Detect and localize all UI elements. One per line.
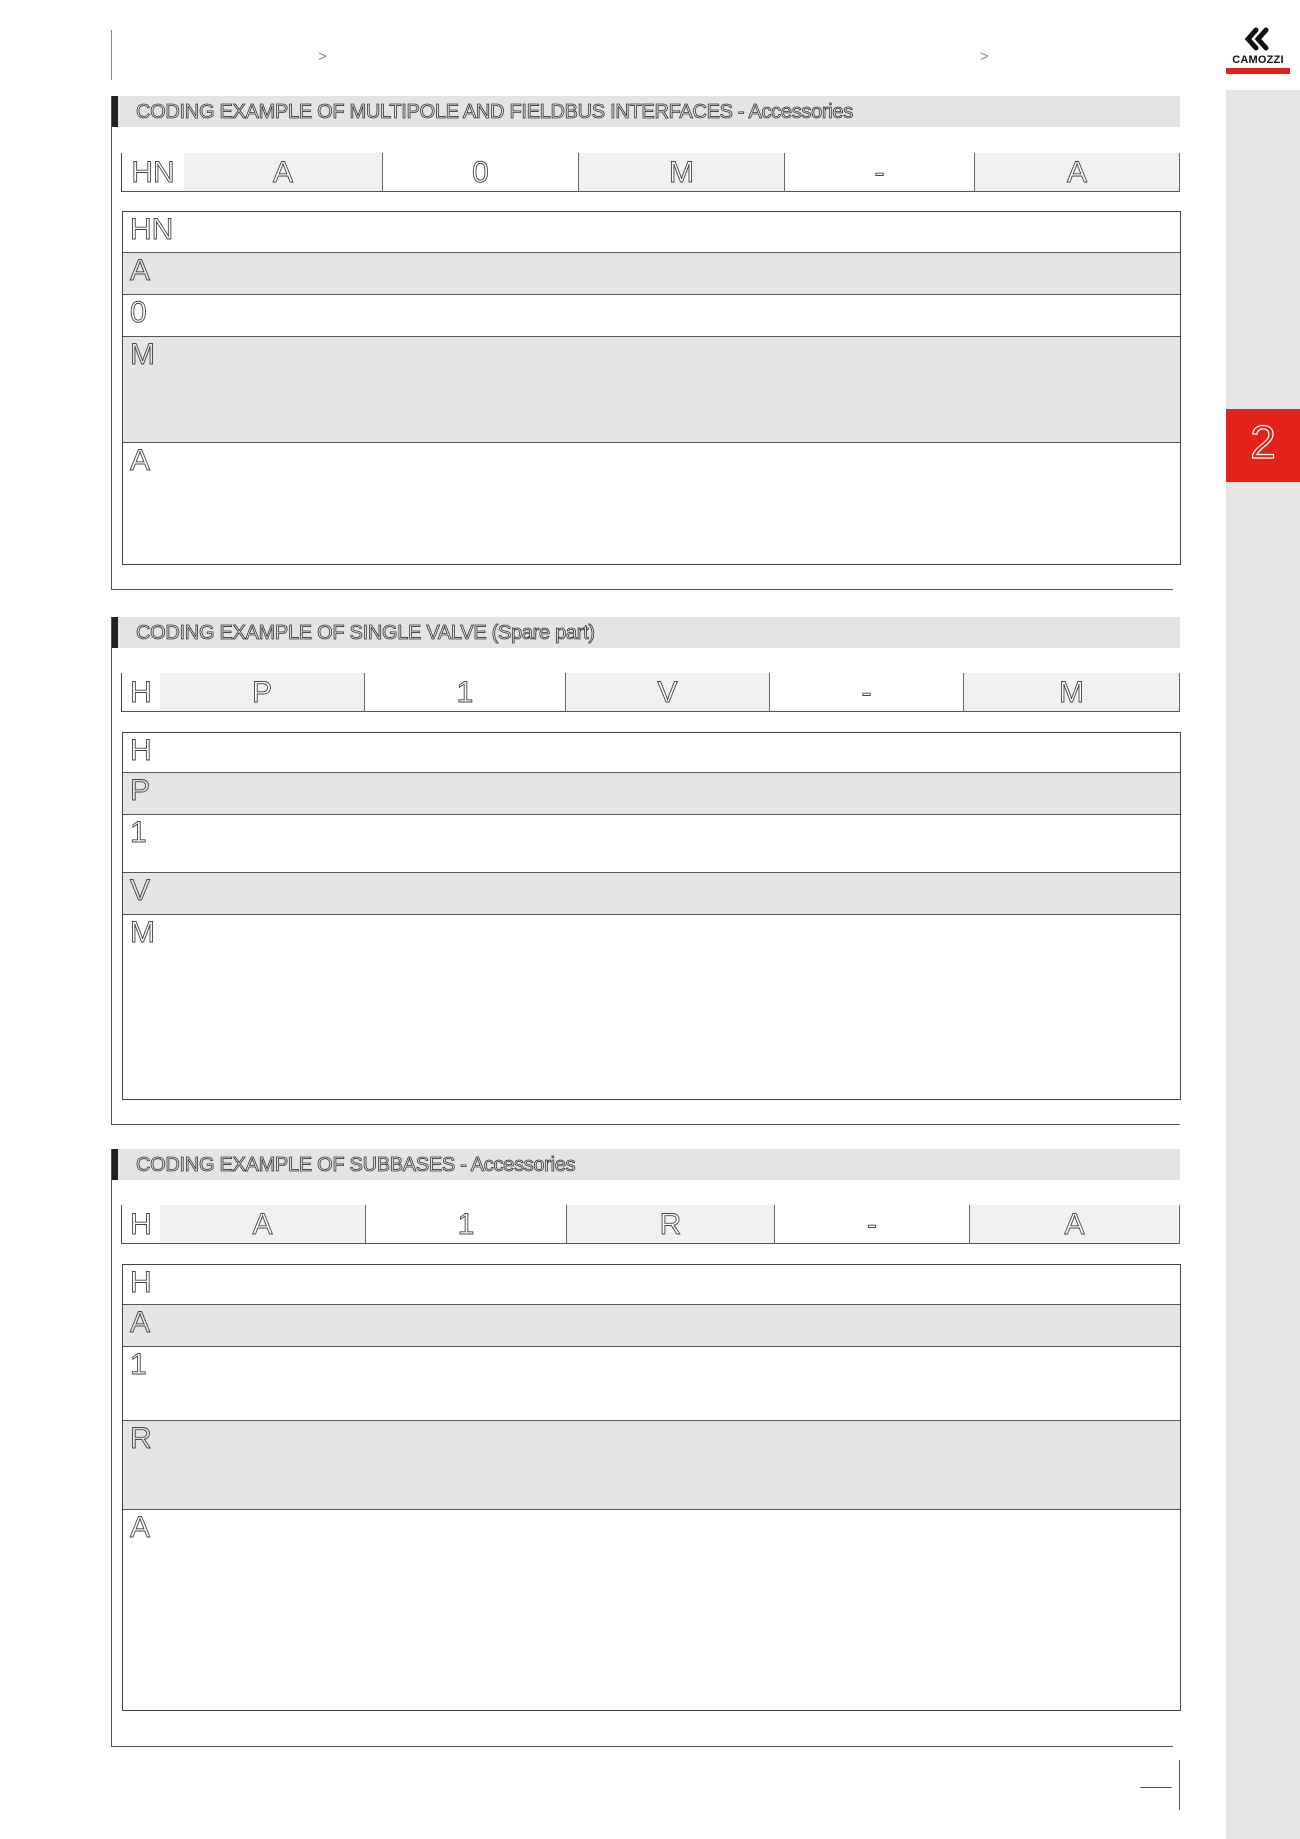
legend-key: H	[130, 1266, 152, 1299]
legend-key: M	[130, 338, 155, 371]
breadcrumb-separator: >	[980, 48, 989, 65]
legend-key: 1	[130, 816, 147, 849]
legend-row	[123, 1347, 1180, 1421]
section-frame-left	[111, 1149, 112, 1747]
legend-key: V	[130, 874, 151, 907]
legend-row	[123, 773, 1180, 815]
section-heading	[112, 96, 1180, 127]
code-segment: A	[970, 1205, 1180, 1244]
legend-row	[123, 815, 1180, 873]
section-frame-bottom	[111, 1746, 1173, 1747]
legend-row	[123, 1305, 1180, 1347]
code-segment: R	[567, 1205, 775, 1244]
code-segment: -	[770, 673, 964, 712]
legend-row	[123, 212, 1180, 253]
code-segment: 1	[365, 673, 566, 712]
section-heading-text: CODING EXAMPLE OF MULTIPOLE AND FIELDBUS INTERFACES - Accessories	[136, 101, 853, 123]
code-segment: 1	[366, 1205, 567, 1244]
code-legend	[122, 211, 1181, 565]
legend-key: H	[130, 734, 152, 767]
code-segment: H	[121, 673, 161, 712]
code-segment: M	[579, 153, 785, 192]
legend-row	[123, 873, 1180, 915]
legend-row	[123, 443, 1180, 564]
footer-rule	[1140, 1787, 1172, 1788]
code-segment: 0	[383, 153, 579, 192]
legend-key: HN	[130, 213, 174, 246]
code-segment: M	[964, 673, 1180, 712]
legend-key: 1	[130, 1348, 147, 1381]
code-segment: A	[975, 153, 1180, 192]
legend-row	[123, 337, 1180, 443]
section-heading	[112, 617, 1180, 648]
code-segment: A	[160, 1205, 366, 1244]
footer-divider	[1179, 1760, 1180, 1810]
chapter-tab[interactable]	[1226, 409, 1300, 482]
section-frame-left	[111, 617, 112, 1125]
section-heading	[112, 1149, 1180, 1180]
chapter-number: 2	[1250, 416, 1276, 468]
section-frame-bottom	[111, 1124, 1180, 1125]
section-heading-text: CODING EXAMPLE OF SINGLE VALVE (Spare part)	[136, 622, 595, 644]
legend-row	[123, 915, 1180, 1099]
legend-key: A	[130, 444, 151, 477]
section-heading-text: CODING EXAMPLE OF SUBBASES - Accessories	[136, 1154, 576, 1176]
legend-row	[123, 1510, 1180, 1710]
section-frame-bottom	[111, 589, 1173, 590]
logo-wordmark: CAMOZZI	[1232, 54, 1284, 66]
legend-row	[123, 1421, 1180, 1510]
breadcrumb-separator: >	[318, 48, 327, 65]
legend-row	[123, 253, 1180, 295]
code-legend	[122, 732, 1181, 1100]
code-segment: -	[775, 1205, 970, 1244]
legend-key: A	[130, 1511, 151, 1544]
code-segment: V	[566, 673, 770, 712]
logo-red-bar	[1226, 68, 1290, 74]
legend-row	[123, 295, 1180, 337]
legend-key: R	[130, 1422, 152, 1455]
breadcrumb-divider	[111, 30, 112, 80]
camozzi-logo	[1222, 26, 1294, 76]
legend-row	[123, 733, 1180, 773]
legend-key: A	[130, 1306, 151, 1339]
code-segment: -	[785, 153, 975, 192]
legend-key: P	[130, 774, 151, 807]
legend-key: M	[130, 916, 155, 949]
legend-key: A	[130, 254, 151, 287]
legend-key: 0	[130, 296, 147, 329]
legend-row	[123, 1265, 1180, 1305]
code-segment: HN	[121, 153, 185, 192]
code-segment: A	[184, 153, 383, 192]
code-segment: P	[160, 673, 365, 712]
code-strip	[121, 673, 1180, 713]
code-strip	[121, 1205, 1180, 1245]
code-legend	[122, 1264, 1181, 1711]
section-frame-left	[111, 96, 112, 590]
right-margin-strip	[1226, 90, 1300, 1839]
code-strip	[121, 153, 1180, 193]
code-segment: H	[121, 1205, 161, 1244]
ck-logo-icon	[1222, 26, 1294, 54]
